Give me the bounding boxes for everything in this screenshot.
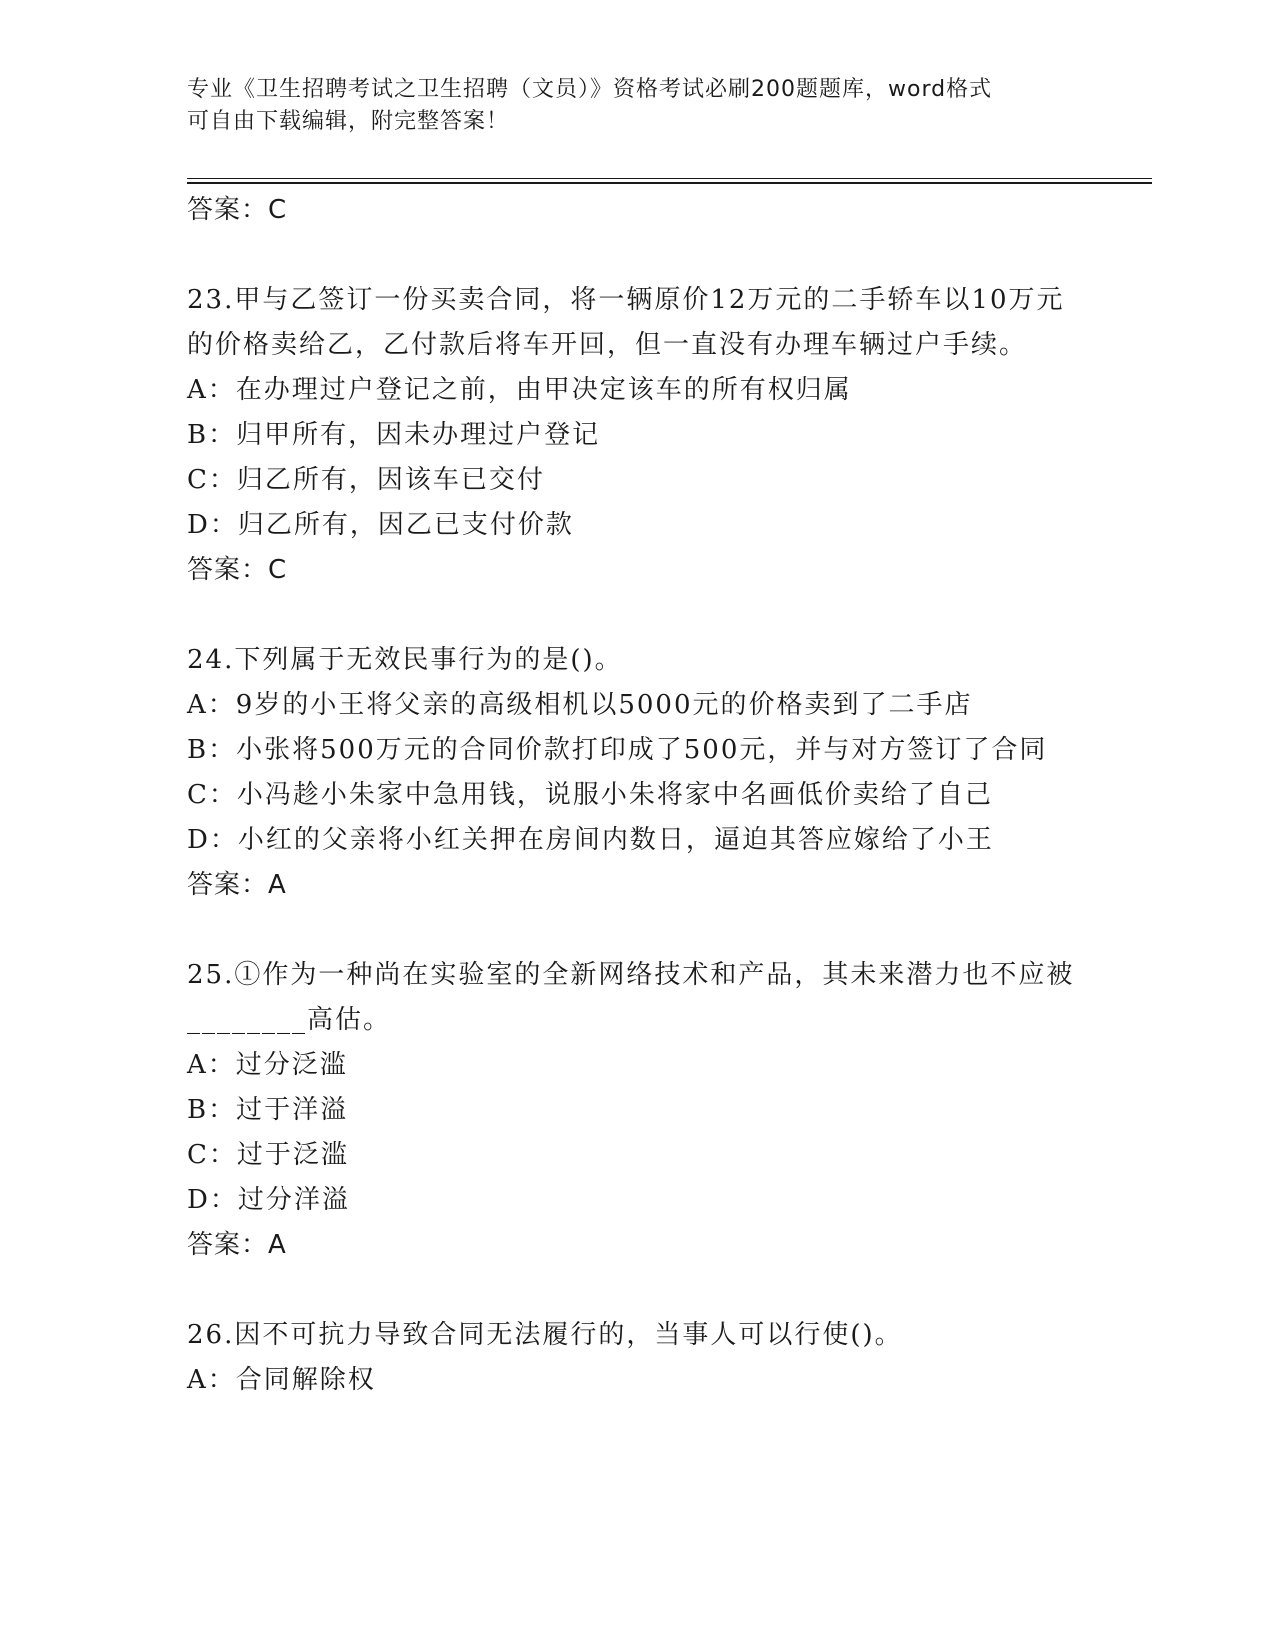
option-d: D：过分洋溢 [187,1185,350,1215]
option-b: B：归甲所有，因未办理过户登记 [187,420,601,450]
option-a: A：过分泛滥 [187,1050,348,1080]
option-b: B：小张将500万元的合同价款打印成了500元，并与对方签订了合同 [187,735,1048,765]
answer-line: 答案：A [187,870,287,900]
question-stem: 24.下列属于无效民事行为的是()。 [187,645,623,675]
header-line-2: 可自由下载编辑，附完整答案！ [187,109,510,134]
answer-line: 答案：C [187,195,288,225]
option-c: C：归乙所有，因该车已交付 [187,465,545,495]
question-26 [187,1313,1087,1403]
header-line-1: 专业《卫生招聘考试之卫生招聘（文员）》资格考试必刷200题题库，word格式 [187,77,993,102]
header-divider-thin [187,178,1152,179]
option-a: A：在办理过户登记之前，由甲决定该车的所有权归属 [187,375,852,405]
answer-line: 答案：A [187,1230,287,1260]
question-stem: 25.①作为一种尚在实验室的全新网络技术和产品，其未来潜力也不应被________高估。 [187,960,1075,1035]
document-header [187,74,1087,138]
question-24 [187,638,1087,907]
option-d: D：归乙所有，因乙已支付价款 [187,510,574,540]
option-c: C：小冯趁小朱家中急用钱，说服小朱将家中名画低价卖给了自己 [187,780,993,810]
option-a: A：合同解除权 [187,1365,376,1395]
question-23 [187,278,1087,592]
option-c: C：过于泛滥 [187,1140,349,1170]
question-25 [187,953,1087,1267]
answer-line: 答案：C [187,555,288,585]
option-b: B：过于洋溢 [187,1095,349,1125]
question-list [187,188,1087,1403]
question-stem: 26.因不可抗力导致合同无法履行的，当事人可以行使()。 [187,1320,903,1350]
option-a: A：9岁的小王将父亲的高级相机以5000元的价格卖到了二手店 [187,690,973,720]
header-divider-thick [187,182,1152,184]
option-d: D：小红的父亲将小红关押在房间内数日，逼迫其答应嫁给了小王 [187,825,994,855]
question-stem: 23.甲与乙签订一份买卖合同，将一辆原价12万元的二手轿车以10万元的价格卖给乙，乙付款后将车开回，但一直没有办理车辆过户手续。 [187,285,1065,360]
